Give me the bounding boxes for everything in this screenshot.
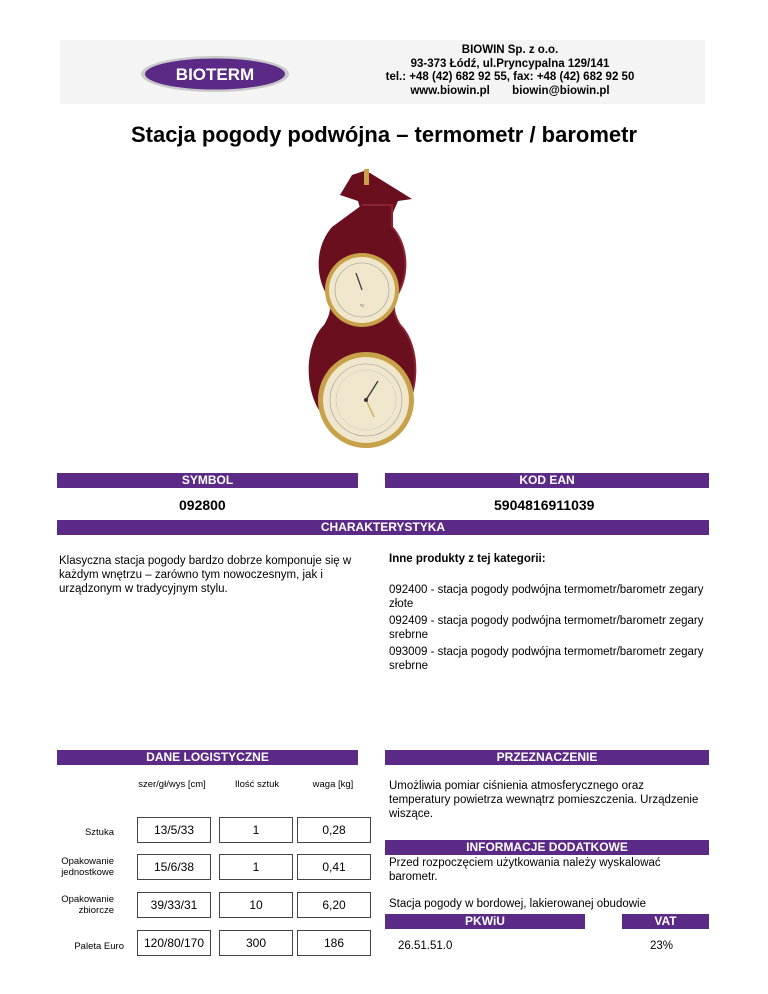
col-header-weight: waga [kg] xyxy=(312,779,354,790)
cell-qty: 1 xyxy=(219,854,293,880)
company-phone: tel.: +48 (42) 682 92 55, fax: +48 (42) 682 92 50 xyxy=(385,71,635,83)
pkwiu-bar: PKWiU xyxy=(385,914,585,929)
page-title: Stacja pogody podwójna – termometr / barometr xyxy=(130,122,638,147)
other-products-list xyxy=(389,583,709,673)
logo-text: BIOTERM xyxy=(175,65,255,84)
vat-value: 23% xyxy=(650,940,674,952)
other-products-title: Inne produkty z tej kategorii: xyxy=(389,553,546,565)
col-header-qty: Ilość sztuk xyxy=(234,779,280,790)
ean-bar: KOD EAN xyxy=(385,473,709,488)
symbol-value: 092800 xyxy=(179,497,226,513)
cell-weight: 186 xyxy=(297,930,371,956)
cell-qty: 300 xyxy=(219,930,293,956)
row-label-unit-pack: Opakowanie jednostkowe xyxy=(61,856,114,878)
cell-weight: 0,28 xyxy=(297,817,371,843)
cell-dims: 120/80/170 xyxy=(137,930,211,956)
cell-qty: 1 xyxy=(219,817,293,843)
product-image xyxy=(300,165,465,465)
company-web xyxy=(360,85,660,99)
vat-bar: VAT xyxy=(622,914,709,929)
purpose-bar: PRZEZNACZENIE xyxy=(385,750,709,765)
product-description: Klasyczna stacja pogody bardzo dobrze komponuje się w każdym wnętrzu – zarówno tym nowoczesnym, jak i urządzonym w tradycyjnym stylu. xyxy=(59,555,352,595)
company-info xyxy=(360,44,660,98)
cell-dims: 13/5/33 xyxy=(137,817,211,843)
cell-weight: 6,20 xyxy=(297,892,371,918)
list-item[interactable]: 092400 - stacja pogody podwójna termometr/barometr zegary złote xyxy=(389,584,704,610)
characteristics-bar: CHARAKTERYSTYKA xyxy=(57,520,709,535)
ean-value: 5904816911039 xyxy=(494,497,595,513)
cell-qty: 10 xyxy=(219,892,293,918)
additional-info-bar: INFORMACJE DODATKOWE xyxy=(385,840,709,855)
list-item[interactable]: 093009 - stacja pogody podwójna termometr/barometr zegary srebrne xyxy=(389,646,704,672)
purpose-text: Umożliwia pomiar ciśnienia atmosferycznego oraz temperatury powietrza wewnątrz pomieszczenia. Urządzenie wiszące. xyxy=(389,780,699,820)
symbol-bar: SYMBOL xyxy=(57,473,358,488)
pkwiu-value: 26.51.51.0 xyxy=(398,940,453,952)
svg-text:°C: °C xyxy=(359,303,365,308)
bioterm-logo xyxy=(140,55,290,93)
row-label-euro-pallet: Paleta Euro xyxy=(74,941,124,952)
additional-info-text: Przed rozpoczęciem użytkowania należy wyskalować barometr. xyxy=(389,857,661,883)
company-address: 93-373 Łódź, ul.Pryncypalna 129/141 xyxy=(410,57,610,70)
col-header-dims: szer/gł/wys [cm] xyxy=(138,779,206,790)
row-label-bulk-pack: Opakowanie zbiorcze xyxy=(61,894,114,916)
cell-dims: 15/6/38 xyxy=(137,854,211,880)
list-item[interactable]: 092409 - stacja pogody podwójna termometr/barometr zegary srebrne xyxy=(389,615,704,641)
housing-info-text: Stacja pogody w bordowej, lakierowanej obudowie xyxy=(389,898,646,910)
cell-dims: 39/33/31 xyxy=(137,892,211,918)
website-link[interactable]: www.biowin.pl xyxy=(410,84,490,97)
cell-weight: 0,41 xyxy=(297,854,371,880)
logistics-bar: DANE LOGISTYCZNE xyxy=(57,750,358,765)
row-label-piece: Sztuka xyxy=(84,827,114,838)
company-name: BIOWIN Sp. z o.o. xyxy=(461,44,559,56)
email-link[interactable]: biowin@biowin.pl xyxy=(512,84,610,97)
